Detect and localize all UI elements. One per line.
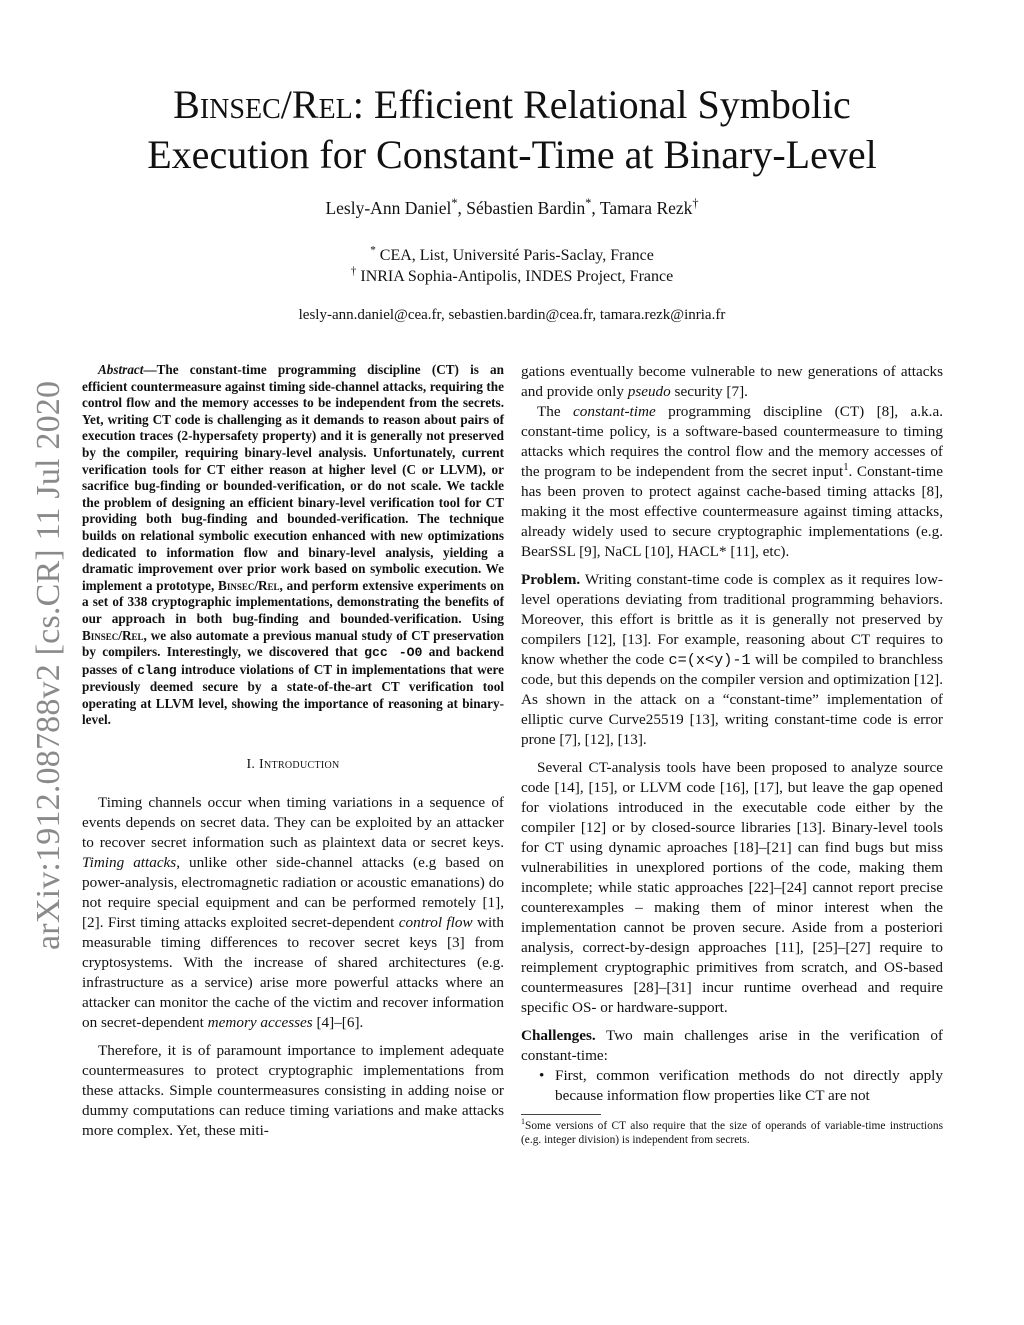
challenges-paragraph: Challenges. Two main challenges arise in the verification of constant-time:: [521, 1027, 943, 1064]
challenges-heading: Challenges.: [521, 1027, 596, 1044]
footnote-mark: 1: [843, 461, 849, 473]
bullet-icon: •: [539, 1067, 545, 1084]
affiliation-line: † INRIA Sophia-Antipolis, INDES Project, France: [350, 265, 674, 285]
tool-name: Binsec/Rel: [218, 577, 280, 593]
right-column: [521, 362, 943, 1148]
inline-code: clang: [137, 662, 177, 678]
left-column: [82, 362, 504, 1141]
intro-paragraph: gations eventually become vulnerable to new generations of attacks and provide only pseudo security [7].: [521, 363, 943, 400]
author-list: Lesly-Ann Daniel*, Sébastien Bardin*, Tamara Rezk†: [325, 196, 699, 218]
intro-paragraph: Several CT-analysis tools have been proposed to analyze source code [14], [15], or LLVM code [16], [17], but leave the gap opened for violations introduced in the executable code either by the compiler [12] or by closed-source libraries [13]. Binary-level tools for CT using dynamic aproaches [18]–[21] can find bugs but miss vulnerabilities in unexplored portions of the code, making them incomplete; while static approaches [22]–[24] cannot report precise counterexamples – making them of minor interest when the implementation cannot be proven secure. Aside from a posteriori analysis, correct-by-design approaches [11], [25]–[27] require to reimplement cryptographic primitives from scratch, and OS-based countermeasures [28]–[31] incur runtime overhead and require specific OS- or hardware-support.: [521, 759, 943, 1016]
affiliation-line: * CEA, List, Université Paris-Saclay, France: [370, 244, 654, 264]
intro-paragraph: Timing channels occur when timing variations in a sequence of events depends on secret data. They can be exploited by an attacker to recover secret information such as plaintext data or secret keys. Timing attacks, unlike other side-channel attacks (e.g based on power-analysis, electromagnetic radiation or acoustic emanations) do not require special equipment and can be performed remotely [1], [2]. First timing attacks exploited secret-dependent control flow with measurable timing differences to recover secret keys [3] from cryptosystems. With the increase of shared architectures (e.g. infrastructure as a service) arise more powerful attacks where an attacker can monitor the cache of the victim and recover information on secret-dependent memory accesses [4]–[6].: [82, 794, 504, 1032]
author-name: Tamara Rezk: [599, 198, 693, 218]
inline-code: gcc -O0: [364, 645, 423, 661]
title-tool-part-2: Rel: [291, 82, 353, 127]
section-heading: I. Introduction: [246, 757, 340, 773]
author-name: Lesly-Ann Daniel: [325, 198, 452, 218]
author-name: Sébastien Bardin: [466, 198, 586, 218]
intro-paragraph: The constant-time programming discipline (CT) [8], a.k.a. constant-time policy, is a software-based countermeasure to timing attacks which requires the control flow and the memory accesses of the program to be independent from the secret input$^1$. Constant-time has been proven to protect against cache-based timing attacks [8], making it the most effective countermeasure against timing attacks, already widely used to secure cryptographic implementations (e.g. BearSSL [9], NaCL [10], HACL* [11], etc).: [521, 403, 943, 560]
challenges-list: [521, 1066, 943, 1106]
affiliation-mark: *: [585, 196, 592, 211]
paper-title: [60, 80, 964, 180]
problem-paragraph: Problem. Writing constant-time code is complex as it requires low-level operations deviating from traditional programming behaviors. Moreover, this effort is brittle as it is generally not preserved by compilers [12], [13]. For example, reasoning about CT requires to know whether the code c=(x<y)-1 will be compiled to branchless code, but this depends on the compiler version and optimization [12]. As shown in the attack on a “constant-time” implementation of elliptic curve Curve25519 [13], writing constant-time code is error prone [7], [12], [13].: [521, 571, 943, 748]
list-item: • First, common verification methods do not directly apply because information flow properties like CT are not: [539, 1067, 943, 1104]
footnote: $^1$Some versions of CT also require that the size of operands of variable-time instructions (e.g. integer division) is independent from secrets.: [521, 1117, 943, 1147]
title-tool-part-1: Binsec: [173, 82, 281, 127]
arxiv-stamp: arXiv:1912.08788v2 [cs.CR] 11 Jul 2020: [30, 380, 67, 950]
abstract: Abstract—The constant-time programming discipline (CT) is an efficient countermeasure against timing side-channel attacks, requiring the control flow and the memory accesses to be independent from the secrets. Yet, writing CT code is challenging as it demands to reason about pairs of execution traces (2-hypersafety property) and it is generally not preserved by the compiler, requiring binary-level analysis. Unfortunately, current verification tools for CT either reason at higher level (C or LLVM), or sacrifice bug-finding or bounded-verification, or do not scale. We tackle the problem of designing an efficient binary-level verification tool for CT providing both bug-finding and bounded-verification. The technique builds on relational symbolic execution enhanced with new optimizations dedicated to information flow and binary-level analysis, yielding a dramatic improvement over prior work based on symbolic execution. We implement a prototype, Binsec/Rel, and perform extensive experiments on a set of 338 cryptographic implementations, demonstrating the benefits of our approach in both bug-finding and bounded-verification. Using Binsec/Rel, we also automate a previous manual study of CT preservation by compilers. Interestingly, we discovered that gcc -O0 and backend passes of clang introduce violations of CT in implementations that were previously deemed secure by a state-of-the-art CT verification tool operating at LLVM level, showing the importance of reasoning at binary-level.: [82, 362, 505, 728]
affiliation-mark: *: [451, 196, 458, 211]
tool-name: Binsec/Rel: [82, 627, 144, 643]
abstract-heading: Abstract: [98, 362, 144, 377]
affiliations: [60, 245, 964, 287]
intro-paragraph: Therefore, it is of paramount importance to implement adequate countermeasures to protect cryptographic implementations from these attacks. Simple countermeasures consisting in adding noise or dummy computations can reduce timing variations and make attacks more complex. Yet, these miti-: [82, 1042, 504, 1140]
title-line-1-rest: : Efficient Relational Symbolic: [352, 82, 851, 127]
author-emails: lesly-ann.daniel@cea.fr, sebastien.bardin@cea.fr, tamara.rezk@inria.fr: [298, 307, 726, 323]
title-line-2: Execution for Constant-Time at Binary-Level: [147, 132, 877, 177]
problem-heading: Problem.: [521, 571, 581, 588]
footnote-divider: [521, 1114, 601, 1115]
title-separator: /: [280, 82, 292, 127]
inline-code: c=(x<y)-1: [668, 651, 751, 669]
affiliation-mark: †: [692, 196, 699, 211]
